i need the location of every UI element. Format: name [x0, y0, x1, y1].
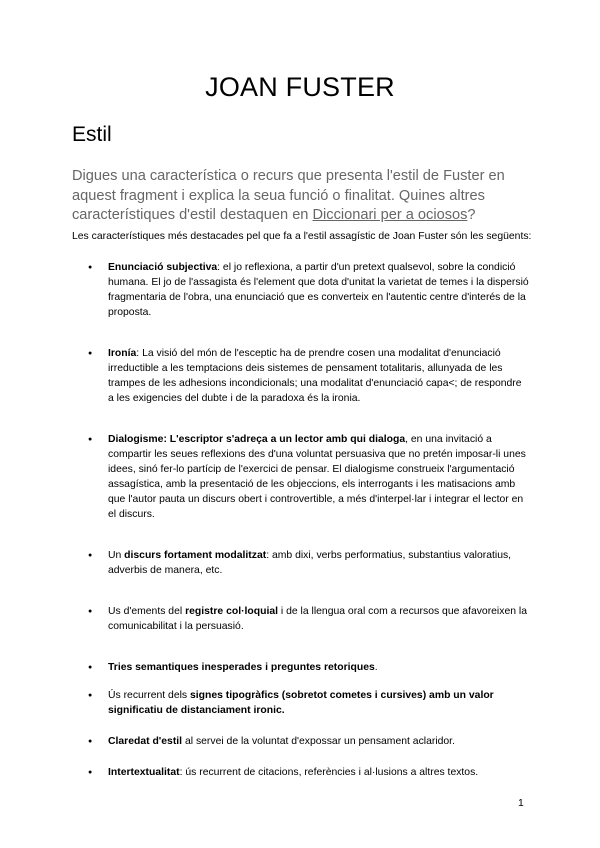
question-text — [72, 167, 532, 226]
diccionari-link[interactable]: Diccionari per a ociosos — [312, 207, 468, 223]
item-text: : el jo reflexiona, a partir d'un pretext qualsevol, sobre la condició humana. El jo de l'assagista és l'element que dota d'unitat la varietat de temes i la dispersió fragmentaria de l'obra, una enunciació que es converteix en l'autentic centre d'interés de la proposta. — [108, 262, 529, 318]
list-item — [72, 346, 530, 406]
item-text: : ús recurrent de citacions, referències i al·lusions a altres textos. — [179, 767, 479, 778]
item-text: al servei de la voluntat d'expossar un pensament aclaridor. — [182, 736, 455, 747]
item-text: : amb dixi, verbs performatius, substantius valoratius, adverbis de manera, etc. — [108, 550, 512, 576]
characteristics-list — [72, 260, 530, 780]
item-pre: Us d'ements del — [108, 606, 186, 617]
item-text: , en una invitació a compartir les seues reflexions des d'una voluntat persuasiva que no pretén imposar-li unes idees, sinó fer-lo partícip de l'exercici de pensar. El dialogisme construeix l'argumentació assagística, amb la presentació de les objeccions, els interrogants i les matisacions amb que l'autor pauta un discurs obert i controvertible, a més d'interpel·lar i integrar el lector en el discurs. — [108, 434, 526, 520]
document-title: JOAN FUSTER — [205, 72, 395, 102]
item-bold: Ironía — [108, 348, 137, 359]
page-number: 1 — [518, 798, 524, 809]
list-item — [72, 604, 530, 634]
item-text: . — [374, 662, 378, 673]
item-pre: Ús recurrent dels — [108, 690, 190, 701]
question-after-link: ? — [467, 207, 476, 223]
item-bold: Enunciació subjectiva — [108, 262, 218, 273]
question-before-link: Digues una característica o recurs que presenta l'estil de Fuster en aquest fragment i explica la seua funció o finalitat. Quines altres característiques d'estil destaquen en — [72, 168, 505, 223]
item-bold: Dialogisme — [108, 434, 164, 445]
item-bold: signes tipogràfics (sobretot cometes i cursives) amb un valor significatiu de distanciament ironic. — [108, 690, 494, 716]
list-item — [72, 260, 530, 320]
item-bold: discurs fortament modalitzat — [124, 550, 267, 561]
list-item — [72, 660, 530, 675]
list-item — [72, 688, 530, 718]
item-text: : La visió del món de l'esceptic ha de prendre cosen una modalitat d'enunciació irreductible a les temptacions deis sistemes de pensament totalitaris, allunyada de les trampes de les adhesions incondicionals; una modalitat d'enunciació capa<; de respondre a les exigencies del dubte i de la paradoxa és la ironia. — [108, 348, 522, 404]
section-heading: Estil — [72, 123, 112, 146]
item-pre: Un — [108, 550, 125, 561]
item-bold: Intertextualitat — [108, 767, 180, 778]
list-item — [72, 548, 530, 578]
item-bold: registre col·loquial — [185, 606, 279, 617]
item-bold: Tries semantiques inesperades i preguntes retoriques — [108, 662, 375, 673]
list-item — [72, 765, 530, 780]
item-bold: Claredat d'estil — [108, 736, 183, 747]
item-text: i de la llengua oral com a recursos que afavoreixen la comunicabilitat i la persuasió. — [108, 606, 527, 632]
item-bold-text: : L'escriptor s'adreça a un lector amb qui dialoga — [163, 434, 406, 445]
list-item — [72, 432, 530, 522]
intro-paragraph: Les característiques més destacades pel que fa a l'estil assagístic de Joan Fuster són les següents: — [72, 231, 532, 242]
list-item — [72, 734, 530, 749]
